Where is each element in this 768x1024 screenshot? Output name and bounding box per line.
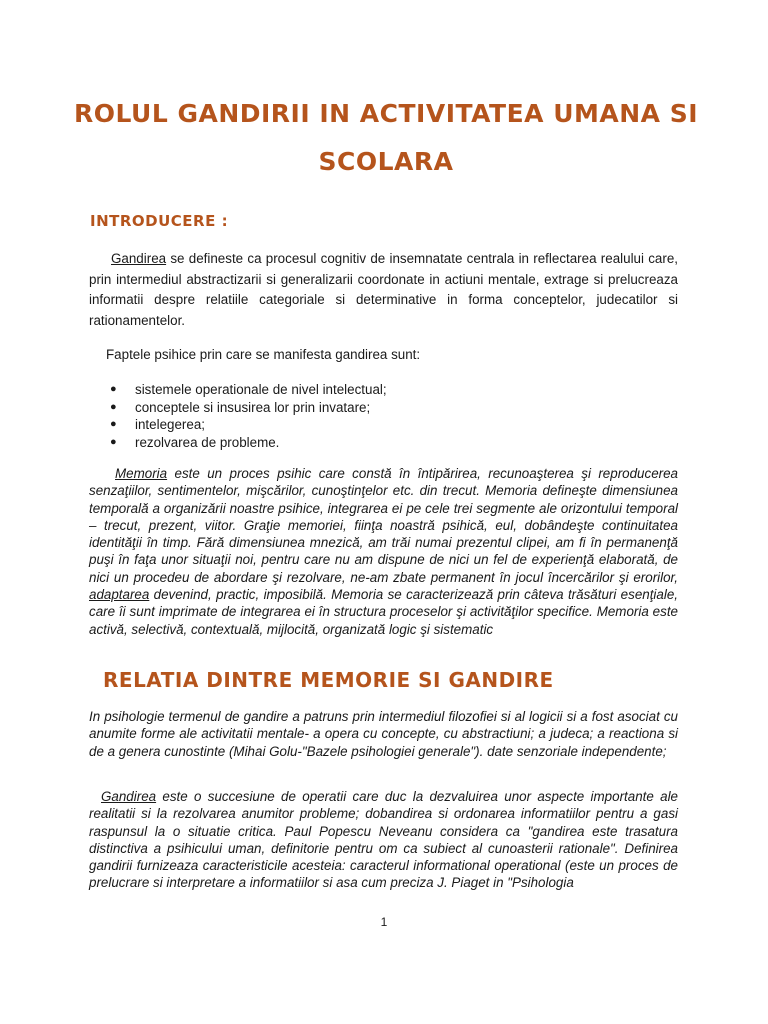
bullet-icon: ● (110, 418, 117, 430)
psihologie-paragraph: In psihologie termenul de gandire a patruns prin intermediul filozofiei si al logicii si a fost asociat cu anumite forme ale activitatii mentale- a opera cu concepte, cu abstractiuni; a judeca; a reactiona si de a genera cunostinte (Mihai Golu-"Bazele psihologiei generale"). date senzoriale independente; (89, 709, 678, 759)
adaptarea-link[interactable]: adaptarea (89, 587, 150, 603)
gandirea-text: se defineste ca procesul cognitiv de insemnatate centrala in reflectarea realului care, prin intermediul abstractizarii si generalizarii coordonate in actiuni mentale, extrage si prelucreaza informatii despre relatiile categoriale si determinative in forma conceptelor, judecatilor si rationamentelor. (89, 251, 678, 328)
memoria-text-after: devenind, practic, imposibilă. Memoria se caracterizează prin câteva trăsături esenţiale, care îi sunt imprimate de integrarea ei în structura proceselor şi activităţilor specifice. Memoria este activă, selectivă, contextuală, mijlocită, organizată logic şi sistematic (89, 587, 678, 637)
memoria-term: Memoria (115, 466, 168, 481)
gandirea2-text: este o succesiune de operatii care duc la dezvaluirea unor aspecte importante ale realitatii si la rezolvarea anumitor probleme; dobandirea si ordonarea informatiilor pentru a gasi raspunsul la o situatie critica. Paul Popescu Neveanu considera ca "gandirea este trasatura distinctiva a psihicului uman, definitorie pentru om ca subiect al cunoasterii rationale". Definirea gandirii furnizeaza caracteristicile acesteia: caracterul informational operational (este un proces de prelucrare si interpretare a informatiilor si asa cum preciza J. Piaget in "Psihologia (89, 789, 678, 891)
gandirea2-term: Gandirea (101, 789, 157, 804)
memoria-text-before: este un proces psihic care constă în întipărirea, recunoaşterea şi reproducerea senzaţiilor, sentimentelor, mişcărilor, cunoştinţelor etc. din trecut. Memoria defineşte dimensiunea temporală a organizării noastre psihice, integrarea ei pe cele trei segmente ale orizontului temporal – trecut, prezent, viitor. Graţie memoriei, fiinţa noastră psihică, eul, dobândeşte continuitatea identităţii în timp. Fără dimensiunea mnezică, am trăi numai prezentul clipei, am fi în permanenţă puşi în faţa unor situaţii noi, pentru care nu am dispune de nici un fel de experienţă elaborată, de nici un procedeu de abordare şi rezolvare, ne-am zbate permanent în jocul încercărilor şi erorilor, (89, 466, 678, 585)
memoria-paragraph (89, 465, 678, 638)
list-item: ● conceptele si insusirea lor prin invatare; (110, 399, 371, 415)
list-item: ● intelegerea; (110, 417, 205, 432)
gandirea-term: Gandirea (111, 251, 167, 266)
bullet-icon: ● (110, 435, 117, 448)
gandirea-paragraph (89, 249, 678, 331)
list-item: ● rezolvarea de probleme. (110, 434, 280, 450)
fapte-list (107, 381, 387, 451)
page-number: 1 (380, 915, 388, 929)
list-item: ● sistemele operationale de nivel intelectual; (110, 382, 387, 397)
bullet-icon: ● (110, 383, 117, 395)
intro-heading: INTRODUCERE : (90, 212, 229, 230)
bullet-icon: ● (110, 400, 117, 413)
relatia-heading: RELATIA DINTRE MEMORIE SI GANDIRE (103, 668, 554, 692)
document-title: ROLUL GANDIRII IN ACTIVITATEA UMANA SI SCOLARA (73, 99, 699, 176)
gandirea2-paragraph (89, 788, 678, 892)
fapte-intro: Faptele psihice prin care se manifesta gandirea sunt: (106, 347, 421, 362)
